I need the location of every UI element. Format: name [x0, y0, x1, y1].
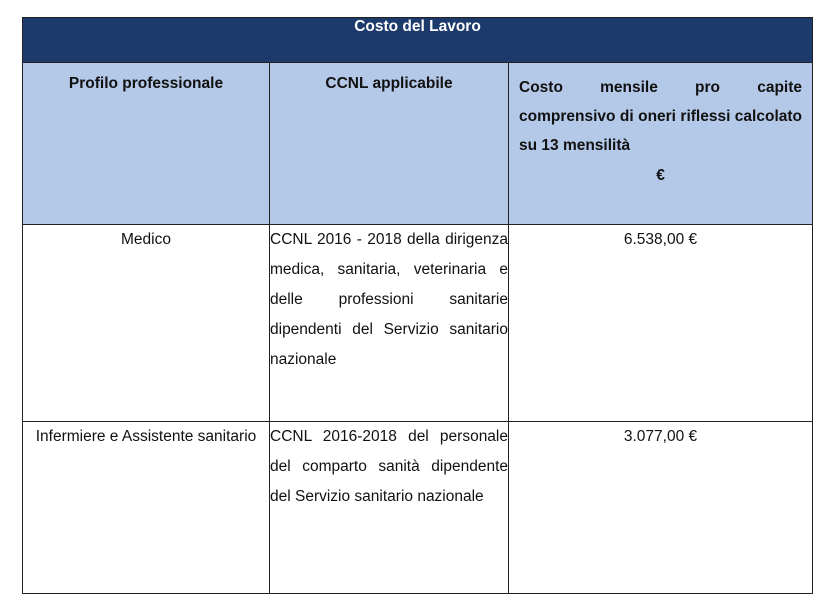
contract-cell: [270, 225, 509, 422]
cost-cell: 6.538,00 €: [509, 225, 813, 422]
table-row: [23, 225, 813, 422]
labor-cost-table: [22, 17, 813, 594]
header-cost: [509, 63, 813, 225]
header-profile: Profilo professionale: [23, 63, 270, 225]
contract-text: CCNL 2016-2018 del personale del comparto sanità dipendente del Servizio sanitario nazionale: [270, 428, 508, 505]
contract-text: CCNL 2016 - 2018 della dirigenza medica, sanitaria, veterinaria e delle professioni sanitarie dipendenti del Servizio sanitario nazionale: [270, 231, 508, 368]
profile-cell: Medico: [23, 225, 270, 422]
table-title-row: [23, 18, 813, 63]
table-header-row: [23, 63, 813, 225]
table-title: Costo del Lavoro: [23, 18, 813, 63]
profile-cell: Infermiere e Assistente sanitario: [23, 422, 270, 594]
contract-cell: [270, 422, 509, 594]
header-contract: CCNL applicabile: [270, 63, 509, 225]
table-row: [23, 422, 813, 594]
header-cost-label: Costo mensile pro capite comprensivo di oneri riflessi calcolato su 13 mensilità: [519, 79, 803, 154]
cost-cell: 3.077,00 €: [509, 422, 813, 594]
header-currency-symbol: €: [656, 167, 665, 184]
